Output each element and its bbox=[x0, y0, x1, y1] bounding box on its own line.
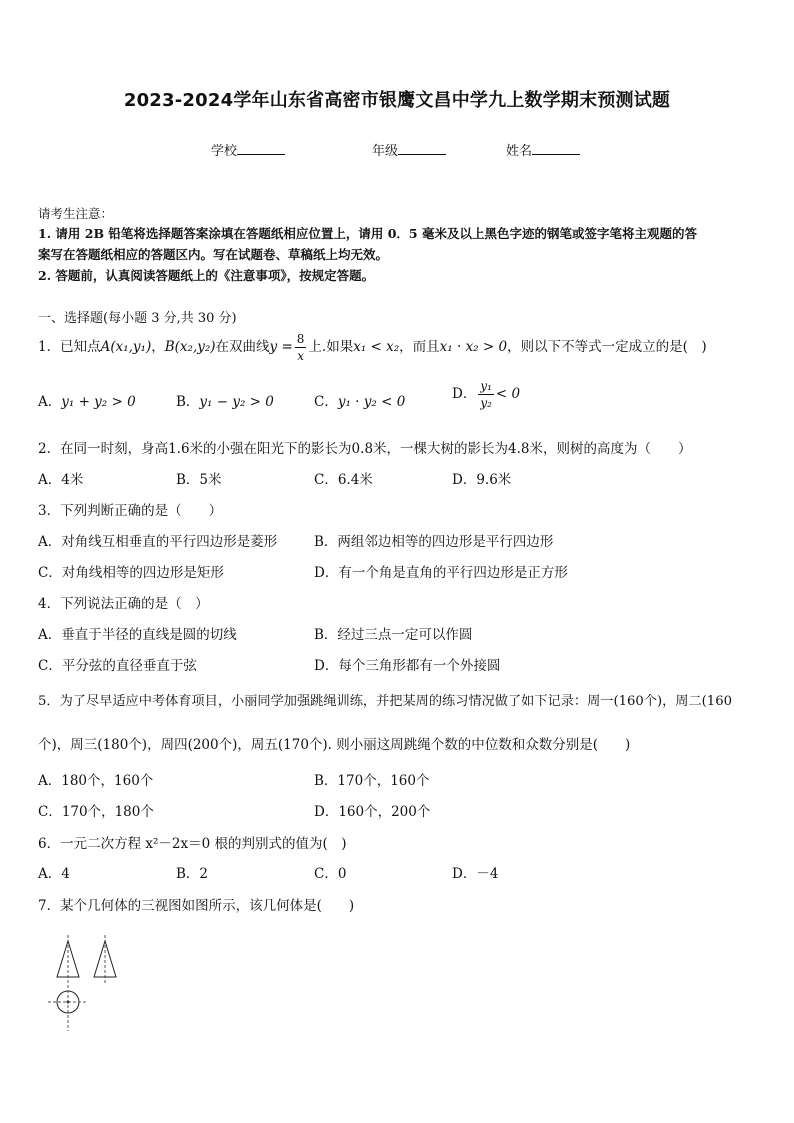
q1-text-5: ，则以下不等式一定成立的是( ) bbox=[507, 339, 707, 355]
question-6-stem: 6．一元二次方程 x²－2x＝0 根的判别式的值为( ) bbox=[38, 836, 347, 852]
school-label: 学校 bbox=[211, 144, 238, 159]
q5-option-c[interactable]: C．170个，180个 bbox=[38, 804, 154, 820]
school-blank[interactable] bbox=[237, 142, 285, 155]
q1-option-d-label: D． bbox=[452, 386, 477, 402]
question-2-stem: 2．在同一时刻，身高1.6米的小强在阳光下的影长为0.8米，一棵大树的影长为4.8米，则树的高度为（ ） bbox=[38, 441, 692, 457]
q1-option-c-text: y₁ · y₂ < 0 bbox=[337, 394, 406, 410]
q1-option-c-label: C． bbox=[314, 394, 338, 410]
q1-text-1: 1．已知点 bbox=[38, 339, 101, 355]
q3-option-c[interactable]: C．对角线相等的四边形是矩形 bbox=[38, 565, 224, 581]
notice-line-1b: 案写在答题纸相应的答题区内。写在试题卷、草稿纸上均无效。 bbox=[38, 247, 389, 262]
q1-sep: ， bbox=[151, 339, 165, 355]
q1-text-4: ，而且 bbox=[399, 339, 440, 355]
name-blank[interactable] bbox=[532, 142, 580, 155]
q1-point-b: B(x₂,y₂) bbox=[164, 339, 216, 355]
q2-option-b[interactable]: B．5米 bbox=[176, 472, 222, 488]
q1-option-d[interactable] bbox=[452, 380, 520, 409]
grade-blank[interactable] bbox=[398, 142, 446, 155]
q1-numerator: 8 bbox=[296, 332, 305, 346]
q1-text-3: 上.如果 bbox=[308, 339, 354, 355]
q4-option-d[interactable]: D．每个三角形都有一个外接圆 bbox=[314, 658, 501, 674]
q1-option-b-text: y₁ − y₂ > 0 bbox=[199, 394, 274, 410]
section-heading: 一、选择题(每小题 3 分,共 30 分) bbox=[38, 311, 237, 326]
q2-option-a[interactable]: A．4米 bbox=[38, 472, 84, 488]
q2-option-c[interactable]: C．6.4米 bbox=[314, 472, 373, 488]
q1-option-c[interactable] bbox=[314, 390, 405, 410]
school-field[interactable] bbox=[211, 140, 285, 159]
three-view-figure bbox=[44, 935, 134, 1035]
q5-option-a[interactable]: A．180个，160个 bbox=[38, 773, 154, 789]
q5-option-d[interactable]: D．160个，200个 bbox=[314, 804, 431, 820]
name-label: 姓名 bbox=[506, 144, 533, 159]
question-1-stem bbox=[38, 330, 707, 364]
q1-point-a: A(x₁,y₁) bbox=[100, 339, 152, 355]
top-view bbox=[48, 985, 88, 1031]
q3-option-a[interactable]: A．对角线互相垂直的平行四边形是菱形 bbox=[38, 534, 278, 550]
q1-option-a-text: y₁ + y₂ > 0 bbox=[61, 394, 136, 410]
q5-option-b[interactable]: B．170个，160个 bbox=[314, 773, 430, 789]
q1-option-d-fraction bbox=[478, 380, 494, 409]
q1-option-b[interactable] bbox=[176, 390, 274, 410]
q6-option-d[interactable]: D．－4 bbox=[452, 866, 499, 882]
q1-fraction bbox=[295, 333, 307, 362]
question-5-stem-line-1: 5．为了尽早适应中考体育项目，小丽同学加强跳绳训练，并把某周的练习情况做了如下记录：周一(160个)，周二(160 bbox=[38, 694, 732, 709]
q3-option-d[interactable]: D．有一个角是直角的平行四边形是正方形 bbox=[314, 565, 568, 581]
q1-option-a[interactable] bbox=[38, 390, 136, 410]
q1-option-d-tail: < 0 bbox=[495, 386, 521, 402]
question-7-stem: 7．某个几何体的三视图如图所示，该几何体是( ) bbox=[38, 898, 355, 914]
page-title: 2023-2024学年山东省高密市银鹰文昌中学九上数学期末预测试题 bbox=[123, 90, 671, 111]
notice-line-1a: 1. 请用 2B 铅笔将选择题答案涂填在答题纸相应位置上，请用 0．5 毫米及以上黑色字迹的钢笔或签字笔将主观题的答 bbox=[38, 226, 697, 241]
q6-option-b[interactable]: B．2 bbox=[176, 866, 209, 882]
q1-y-eq: y = bbox=[269, 339, 293, 355]
q1-option-b-label: B． bbox=[176, 394, 200, 410]
front-view bbox=[57, 935, 79, 983]
q6-option-c[interactable]: C．0 bbox=[314, 866, 347, 882]
q3-option-b[interactable]: B．两组邻边相等的四边形是平行四边形 bbox=[314, 534, 554, 550]
q1-text-2: 在双曲线 bbox=[215, 339, 270, 355]
question-4-stem: 4．下列说法正确的是（ ） bbox=[38, 596, 209, 612]
question-3-stem: 3．下列判断正确的是（ ） bbox=[38, 503, 223, 519]
question-5-stem-line-2: 个)，周三(180个)，周四(200个)，周五(170个). 则小丽这周跳绳个数的中位数和众数分别是( ) bbox=[38, 737, 631, 753]
notice-line-2: 2. 答题前，认真阅读答题纸上的《注意事项》，按规定答题。 bbox=[38, 268, 375, 283]
q1-denominator: x bbox=[297, 349, 304, 363]
notice-heading: 请考生注意： bbox=[38, 206, 114, 221]
grade-field[interactable] bbox=[372, 140, 446, 159]
q4-option-c[interactable]: C．平分弦的直径垂直于弦 bbox=[38, 658, 197, 674]
name-field[interactable] bbox=[506, 140, 580, 159]
grade-label: 年级 bbox=[372, 144, 399, 159]
q1-option-d-numerator: y₁ bbox=[480, 379, 492, 393]
q2-option-d[interactable]: D．9.6米 bbox=[452, 472, 512, 488]
q1-option-d-denominator: y₂ bbox=[480, 396, 492, 410]
q1-condition-1: x₁ < x₂ bbox=[353, 339, 400, 355]
side-view bbox=[94, 935, 116, 983]
q4-option-a[interactable]: A．垂直于半径的直线是圆的切线 bbox=[38, 627, 237, 643]
q1-option-a-label: A． bbox=[38, 394, 62, 410]
q4-option-b[interactable]: B．经过三点一定可以作圆 bbox=[314, 627, 473, 643]
q1-condition-2: x₁ · x₂ > 0 bbox=[439, 339, 508, 355]
q6-option-a[interactable]: A．4 bbox=[38, 866, 70, 882]
